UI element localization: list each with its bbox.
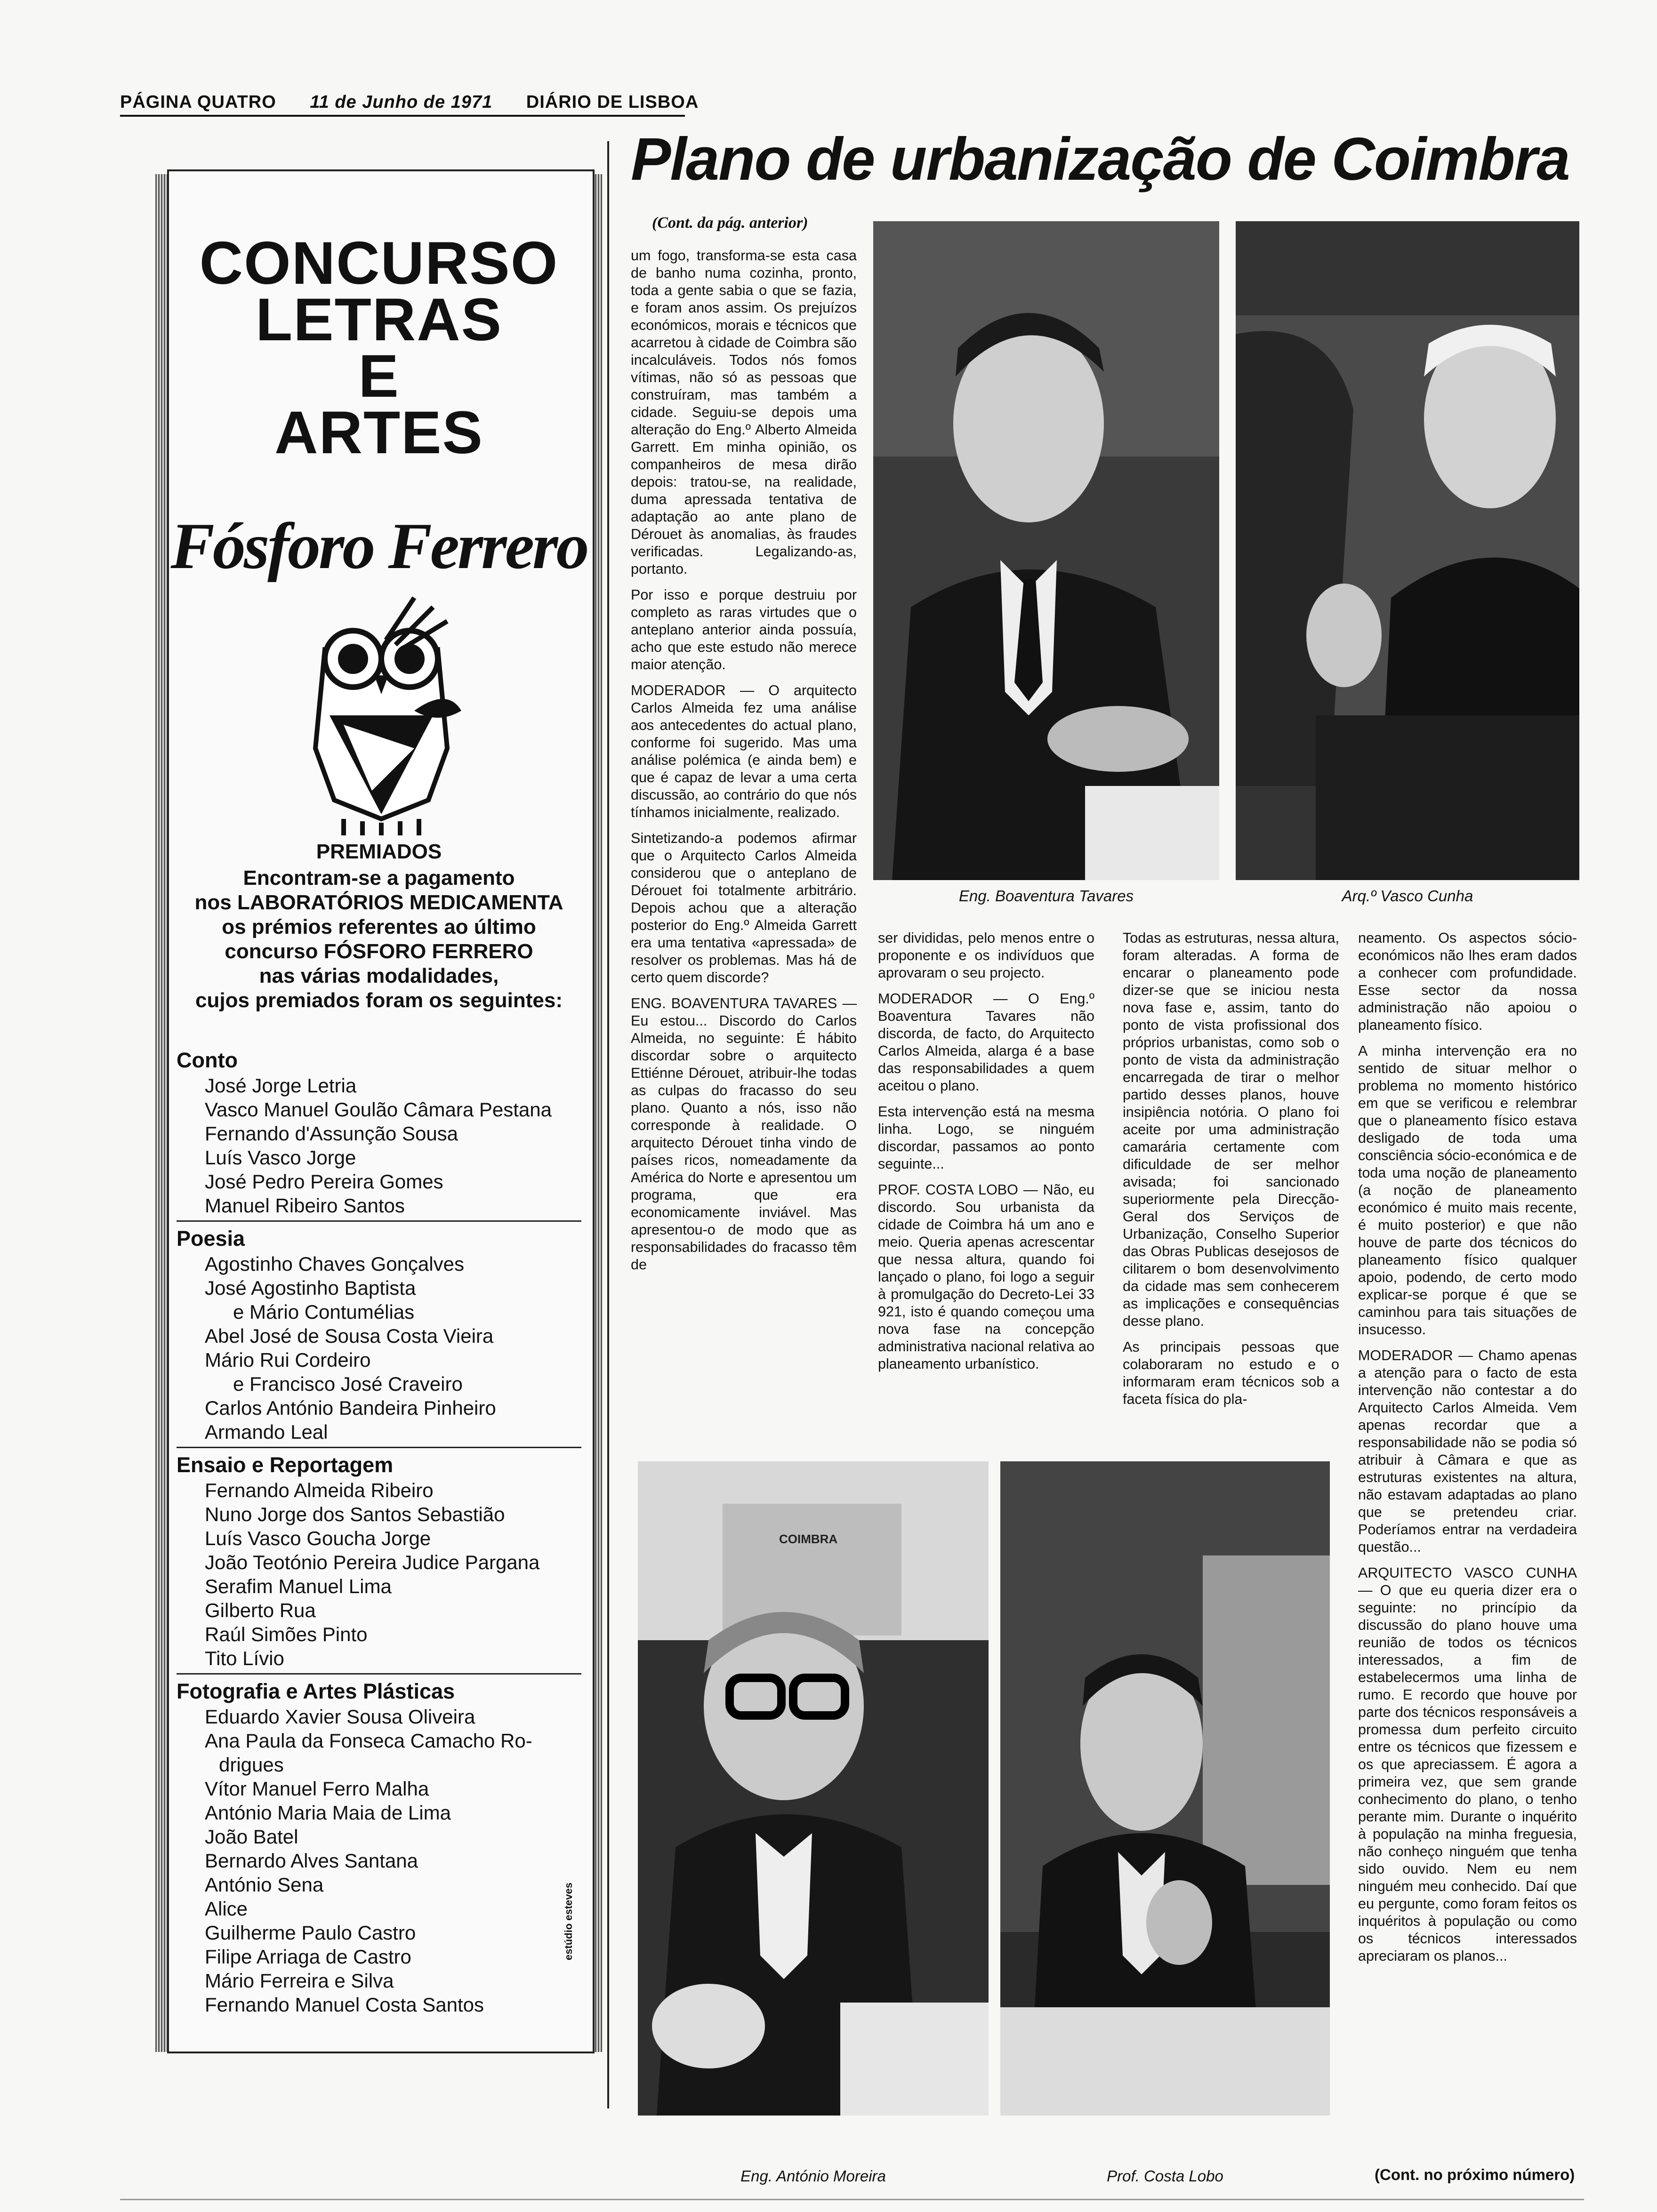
winner-name: José Jorge Letria — [205, 1074, 357, 1097]
category-ensaio — [177, 1452, 581, 1675]
category-poesia — [177, 1226, 581, 1448]
winner-name: Mário Ferreira e Silva — [205, 1970, 394, 1992]
article-title: Plano de urbanização de Coimbra — [631, 126, 1569, 193]
winner-name: João Batel — [205, 1826, 298, 1848]
paragraph: ARQUITECTO VASCO CUNHA — O que eu queria dizer era o seguinte: no princípio da discussão do plano houve uma reunião de todos os técnicos interessados, a fim de estabelecermos uma linha de rumo. E recordo que houve por parte dos técnicos responsáveis a promessa dum perfeito circuito entre os técnicos que fizessem e os que apreciassem. É agora a primeira vez, que sem grande conhecimento do plano, o tenho perante mim. Durante o inquérito à população na minha freguesia, não conheço ninguém que tenha sido ouvido. Nem eu nem ninguém meu conhecido. Daí que eu pergunte, como foram feitos os inquéritos à população ou como os técnicos interessados apreciaram os planos... — [1358, 1565, 1577, 1964]
winner-name: António Sena — [205, 1874, 324, 1896]
winner-name: Filipe Arriaga de Castro — [205, 1946, 411, 1968]
winner-name: Nuno Jorge dos Santos Sebastião — [205, 1503, 505, 1525]
category-title: Fotografia e Artes Plásticas — [177, 1679, 455, 1703]
category-title: Poesia — [177, 1226, 245, 1250]
paragraph: Todas as estruturas, nessa altura, foram alteradas. A forma de encarar o planeamento pode dizer-se que se iniciou nesta nova fase e, assim, tanto do ponto de vista profissional dos próprios urbanistas, como sob o ponto de vista da administração encarregada de tirar o melhor partido desses planos, houve insipiência notória. O plano foi aceite por uma administração camarária certamente com dificuldade de ser melhor avisada; foi sancionado superiormente pela Direcção-Geral dos Serviços de Urbanização, Conselho Superior das Obras Publicas desejosos de cilitarem o bom desenvolvimento da cidade mas sem conhecerem as implicações e consequências desse plano. — [1123, 930, 1339, 1329]
article-column-2 — [878, 930, 1094, 1381]
owl-illustration — [297, 593, 466, 838]
winner-name: Abel José de Sousa Costa Vieira — [205, 1325, 494, 1347]
category-conto — [177, 1047, 581, 1222]
paragraph: Esta intervenção está na mesma linha. Logo, se ninguém discordar, passamos ao ponto seguinte... — [878, 1104, 1094, 1172]
caption-costa-lobo: Prof. Costa Lobo — [1107, 2167, 1223, 2185]
article-column-1 — [631, 247, 857, 1282]
winner-name: e Mário Contumélias — [233, 1301, 415, 1323]
winner-name: Luís Vasco Goucha Jorge — [205, 1527, 431, 1549]
headline-line: E — [358, 343, 400, 410]
winner-name: Mário Rui Cordeiro — [205, 1349, 371, 1371]
photo-vasco-cunha — [1236, 221, 1579, 880]
winner-name: Fernando Almeida Ribeiro — [205, 1479, 434, 1501]
winner-name: Agostinho Chaves Gonçalves — [205, 1253, 464, 1275]
photo-costa-lobo — [1000, 1461, 1330, 2116]
winner-name: Bernardo Alves Santana — [205, 1850, 418, 1872]
winner-name: Gilberto Rua — [205, 1599, 316, 1621]
paragraph: ser divididas, pelo menos entre o proponente e os indivíduos que aprovaram o seu projecto. — [878, 930, 1094, 981]
agency-credit: estúdio esteves — [563, 1883, 574, 1961]
winner-name: Serafim Manuel Lima — [205, 1575, 392, 1597]
paragraph: neamento. Os aspectos sócio-económicos não lhes eram dados a conhecer com profundidade. Esse sector da nossa administração não apoiou o planeamento físico. — [1358, 930, 1577, 1033]
winner-name: Guilherme Paulo Castro — [205, 1922, 416, 1944]
header-rule — [120, 115, 685, 117]
winner-name: José Pedro Pereira Gomes — [205, 1170, 443, 1193]
paragraph: um fogo, transforma-se esta casa de banho numa cozinha, pronto, toda a gente sabia o que se fazia, e foram anos assim. Os prejuízos económicos, morais e técnicos que acarretou à cidade de Coimbra são incalculáveis. Todos nós fomos vítimas, não só as pessoas que construíram, mas também a cidade. Seguiu-se depois uma alteração do Eng.º Alberto Almeida Garrett. Em minha opinião, os companheiros de mesa dirão depois: tratou-se, na realidade, duma apressada tentativa de adaptação ao ante plano de Dérouet às anomalias, às fraudes verificadas. Legalizando-as, portanto. — [631, 248, 857, 577]
winner-name: Fernando Manuel Costa Santos — [205, 1994, 484, 2016]
paragraph: Por isso e porque destruiu por completo as raras virtudes que o anteplano anterior ainda possuía, acho que este estudo não merece maior atenção. — [631, 587, 857, 673]
winner-name: António Maria Maia de Lima — [205, 1802, 451, 1824]
headline-line: ARTES — [274, 399, 483, 466]
announcement-line: Encontram-se a pagamento — [243, 866, 515, 890]
paragraph: ENG. BOAVENTURA TAVARES — Eu estou... Discordo do Carlos Almeida, no seguinte: É hábito discordar sobre o arquitecto Ettiénne Dérouet, atribuir-lhe todas as culpas do fracasso do seu plano. Quanto a nós, isso não corresponde à realidade. O arquitecto Dérouet tinha vindo de países ricos, nomeadamente da América do Norte e apresentou um programa, que era economicamente inviável. Mas apresentou-o de modo que as responsabilidades do fracasso têm de — [631, 995, 857, 1273]
continued-next-note: (Cont. no próximo número) — [1375, 2166, 1575, 2183]
category-title: Ensaio e Reportagem — [177, 1453, 394, 1477]
winners-list — [177, 1047, 581, 2023]
category-title: Conto — [177, 1048, 238, 1072]
caption-boaventura-tavares: Eng. Boaventura Tavares — [958, 887, 1134, 905]
category-fotografia — [177, 1678, 581, 2020]
brand-logo: Fósforo Ferrero — [170, 510, 587, 583]
issue-date: 11 de Junho de 1971 — [310, 92, 493, 112]
column-divider — [607, 141, 609, 2108]
winner-name: Vítor Manuel Ferro Malha — [205, 1778, 429, 1800]
continued-note: (Cont. da pág. anterior) — [652, 214, 808, 232]
paragraph: As principais pessoas que colaboraram no estudo e o informaram eram técnicos sob a faceta física do pla- — [1123, 1339, 1339, 1407]
paragraph: MODERADOR — O Eng.º Boaventura Tavares não discorda, de facto, do Arquitecto Carlos Almeida, alarga é a base das responsabilidades a quem aceitou o plano. — [878, 991, 1094, 1094]
winner-name: José Agostinho Baptista — [205, 1277, 416, 1299]
winner-name: Vasco Manuel Goulão Câmara Pestana — [205, 1098, 552, 1121]
winner-name: Raúl Simões Pinto — [205, 1623, 368, 1645]
announcement-line: os prémios referentes ao último — [222, 915, 536, 938]
winner-name: Eduardo Xavier Sousa Oliveira — [205, 1706, 475, 1728]
winner-name: João Teotónio Pereira Judice Pargana — [205, 1551, 540, 1573]
announcement-line: cujos premiados foram os seguintes: — [195, 989, 563, 1012]
page-bottom-rule — [120, 2199, 1584, 2200]
headline-line: CONCURSO — [199, 230, 559, 297]
premiados-heading: PREMIADOS — [316, 840, 442, 863]
photo-boaventura-tavares — [873, 221, 1219, 880]
contest-headline — [167, 230, 591, 466]
headline-line: LETRAS — [256, 286, 502, 353]
paragraph: A minha intervenção era no sentido de situar melhor o problema no momento histórico em que se verificou e relembrar que o planeamento físico estava desligado de toda uma consciência sócio-económica e de toda uma noção de planeamento (a noção de planeamento económico é muito mais recente, é muito posterior) e que não houve de parte dos técnicos do planeamento físico qualquer apoio, podendo, de certo modo explicar-se porque é que se caminhou para tais situações de insucesso. — [1358, 1043, 1577, 1338]
premiados-announcement — [167, 866, 591, 1013]
caption-vasco-cunha: Arq.º Vasco Cunha — [1342, 887, 1473, 905]
caption-antonio-moreira: Eng. António Moreira — [740, 2167, 886, 2185]
article-column-4 — [1358, 930, 1577, 1973]
photo-antonio-moreira — [638, 1461, 989, 2116]
announcement-line: nos LABORATÓRIOS MEDICAMENTA — [194, 891, 563, 914]
sign-label: COIMBRA — [779, 1532, 838, 1546]
winner-name: drigues — [219, 1754, 284, 1776]
paragraph: MODERADOR — O arquitecto Carlos Almeida fez uma análise aos antecedentes do actual plano, conforme foi sugerido. Mas uma análise polémica (e ainda bem) e que é capaz de levar a uma certa discussão, ao contrário do que nós tínhamos inicialmente, realizado. — [631, 682, 857, 820]
announcement-line: concurso FÓSFORO FERRERO — [225, 940, 533, 963]
paragraph: MODERADOR — Chamo apenas a atenção para o facto de esta intervenção não contestar a do Arquitecto Carlos Almeida. Vem apenas recordar que a responsabilidade não se podia só atribuir à Câmara e que as estruturas existentes na altura, não estavam adaptadas ao plano que se pretendeu criar. Poderíamos entrar na verdadeira questão... — [1358, 1347, 1577, 1555]
winner-name: Ana Paula da Fonseca Camacho Ro- — [205, 1730, 532, 1752]
page-header — [120, 92, 727, 112]
article-column-3 — [1123, 930, 1339, 1417]
winner-name: Luís Vasco Jorge — [205, 1146, 356, 1169]
ad-border-left — [155, 174, 169, 2052]
winner-name: Fernando d'Assunção Sousa — [205, 1122, 458, 1145]
paragraph: PROF. COSTA LOBO — Não, eu discordo. Sou urbanista da cidade de Coimbra há um ano e meio. Queria apenas acrescentar que nessa altura, quando foi lançado o plano, foi logo a seguir à promulgação do Decreto-Lei 33 921, isto é quando começou uma nova fase na concepção administrativa nacional relativa ao planeamento urbanístico. — [878, 1182, 1094, 1372]
winner-name: Carlos António Bandeira Pinheiro — [205, 1397, 496, 1419]
page-label: PÁGINA QUATRO — [120, 92, 276, 112]
paragraph: Sintetizando-a podemos afirmar que o Arquitecto Carlos Almeida considerou que o anteplano de Dérouet foi totalmente arbitrário. Depois achou que a alteração posterior do Eng.º Almeida Garrett era uma tentativa «apressada» de resolver os problemas. Mas há de certo quem discorde? — [631, 830, 857, 986]
winner-name: Alice — [205, 1898, 248, 1920]
winner-name: e Francisco José Craveiro — [233, 1373, 463, 1395]
newspaper-name: DIÁRIO DE LISBOA — [526, 92, 699, 112]
announcement-line: nas várias modalidades, — [259, 964, 499, 987]
winner-name: Manuel Ribeiro Santos — [205, 1194, 405, 1217]
winner-name: Tito Lívio — [205, 1647, 284, 1669]
winner-name: Armando Leal — [205, 1421, 328, 1443]
